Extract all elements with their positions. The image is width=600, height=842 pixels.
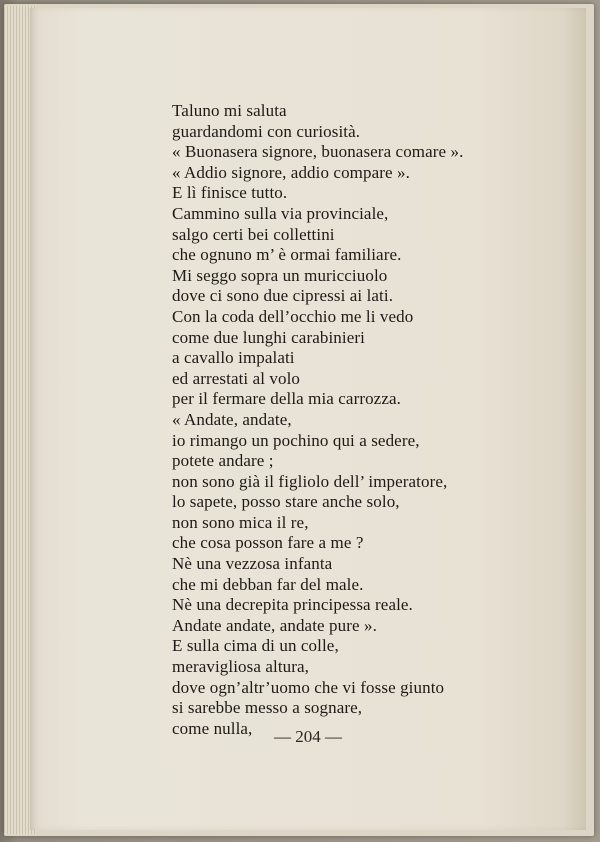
- poem-line: io rimango un pochino qui a sedere,: [172, 430, 420, 450]
- poem-line: E sulla cima di un colle,: [172, 636, 339, 656]
- poem-line: non sono mica il re,: [172, 512, 309, 532]
- poem-line: salgo certi bei collettini: [172, 224, 335, 244]
- poem-line: a cavallo impalati: [172, 348, 295, 368]
- poem-text: [172, 101, 463, 739]
- book-page: [30, 8, 586, 830]
- poem-line: meravigliosa altura,: [172, 657, 310, 677]
- poem-line: « Buonasera signore, buonasera comare ».: [172, 142, 464, 162]
- poem-line: Nè una vezzosa infanta: [172, 554, 333, 574]
- poem-line: Andate andate, andate pure ».: [172, 615, 377, 635]
- poem-line: potete andare ;: [172, 451, 274, 471]
- poem-line: Taluno mi saluta: [172, 101, 287, 120]
- poem-line: non sono già il figliolo dell’ imperatore,: [172, 471, 448, 491]
- poem-line: dove ci sono due cipressi ai lati.: [172, 286, 394, 306]
- poem-line: che ognuno m’ è ormai familiare.: [172, 245, 402, 265]
- poem-line: Nè una decrepita principessa reale.: [172, 595, 413, 615]
- poem-line: « Addio signore, addio compare ».: [172, 162, 410, 182]
- poem-line: come due lunghi carabinieri: [172, 327, 365, 347]
- poem-line: come nulla,: [172, 718, 253, 738]
- page-number: — 204 —: [274, 727, 342, 746]
- poem-line: Con la coda dell’occhio me li vedo: [172, 306, 414, 326]
- poem-line: E lì finisce tutto.: [172, 183, 288, 203]
- poem-line: si sarebbe messo a sognare,: [172, 698, 363, 718]
- poem-line: lo sapete, posso stare anche solo,: [172, 492, 400, 512]
- poem-line: che cosa posson fare a me ?: [172, 533, 364, 553]
- poem-line: che mi debban far del male.: [172, 574, 364, 594]
- poem-line: Cammino sulla via provinciale,: [172, 203, 389, 223]
- poem-line: « Andate, andate,: [172, 409, 292, 429]
- poem-line: Mi seggo sopra un muricciuolo: [172, 265, 388, 285]
- poem-line: dove ogn’altr’uomo che vi fosse giunto: [172, 677, 445, 697]
- poem-line: guardandomi con curiosità.: [172, 121, 361, 141]
- poem-line: per il fermare della mia carrozza.: [172, 389, 401, 409]
- poem-line: ed arrestati al volo: [172, 368, 301, 388]
